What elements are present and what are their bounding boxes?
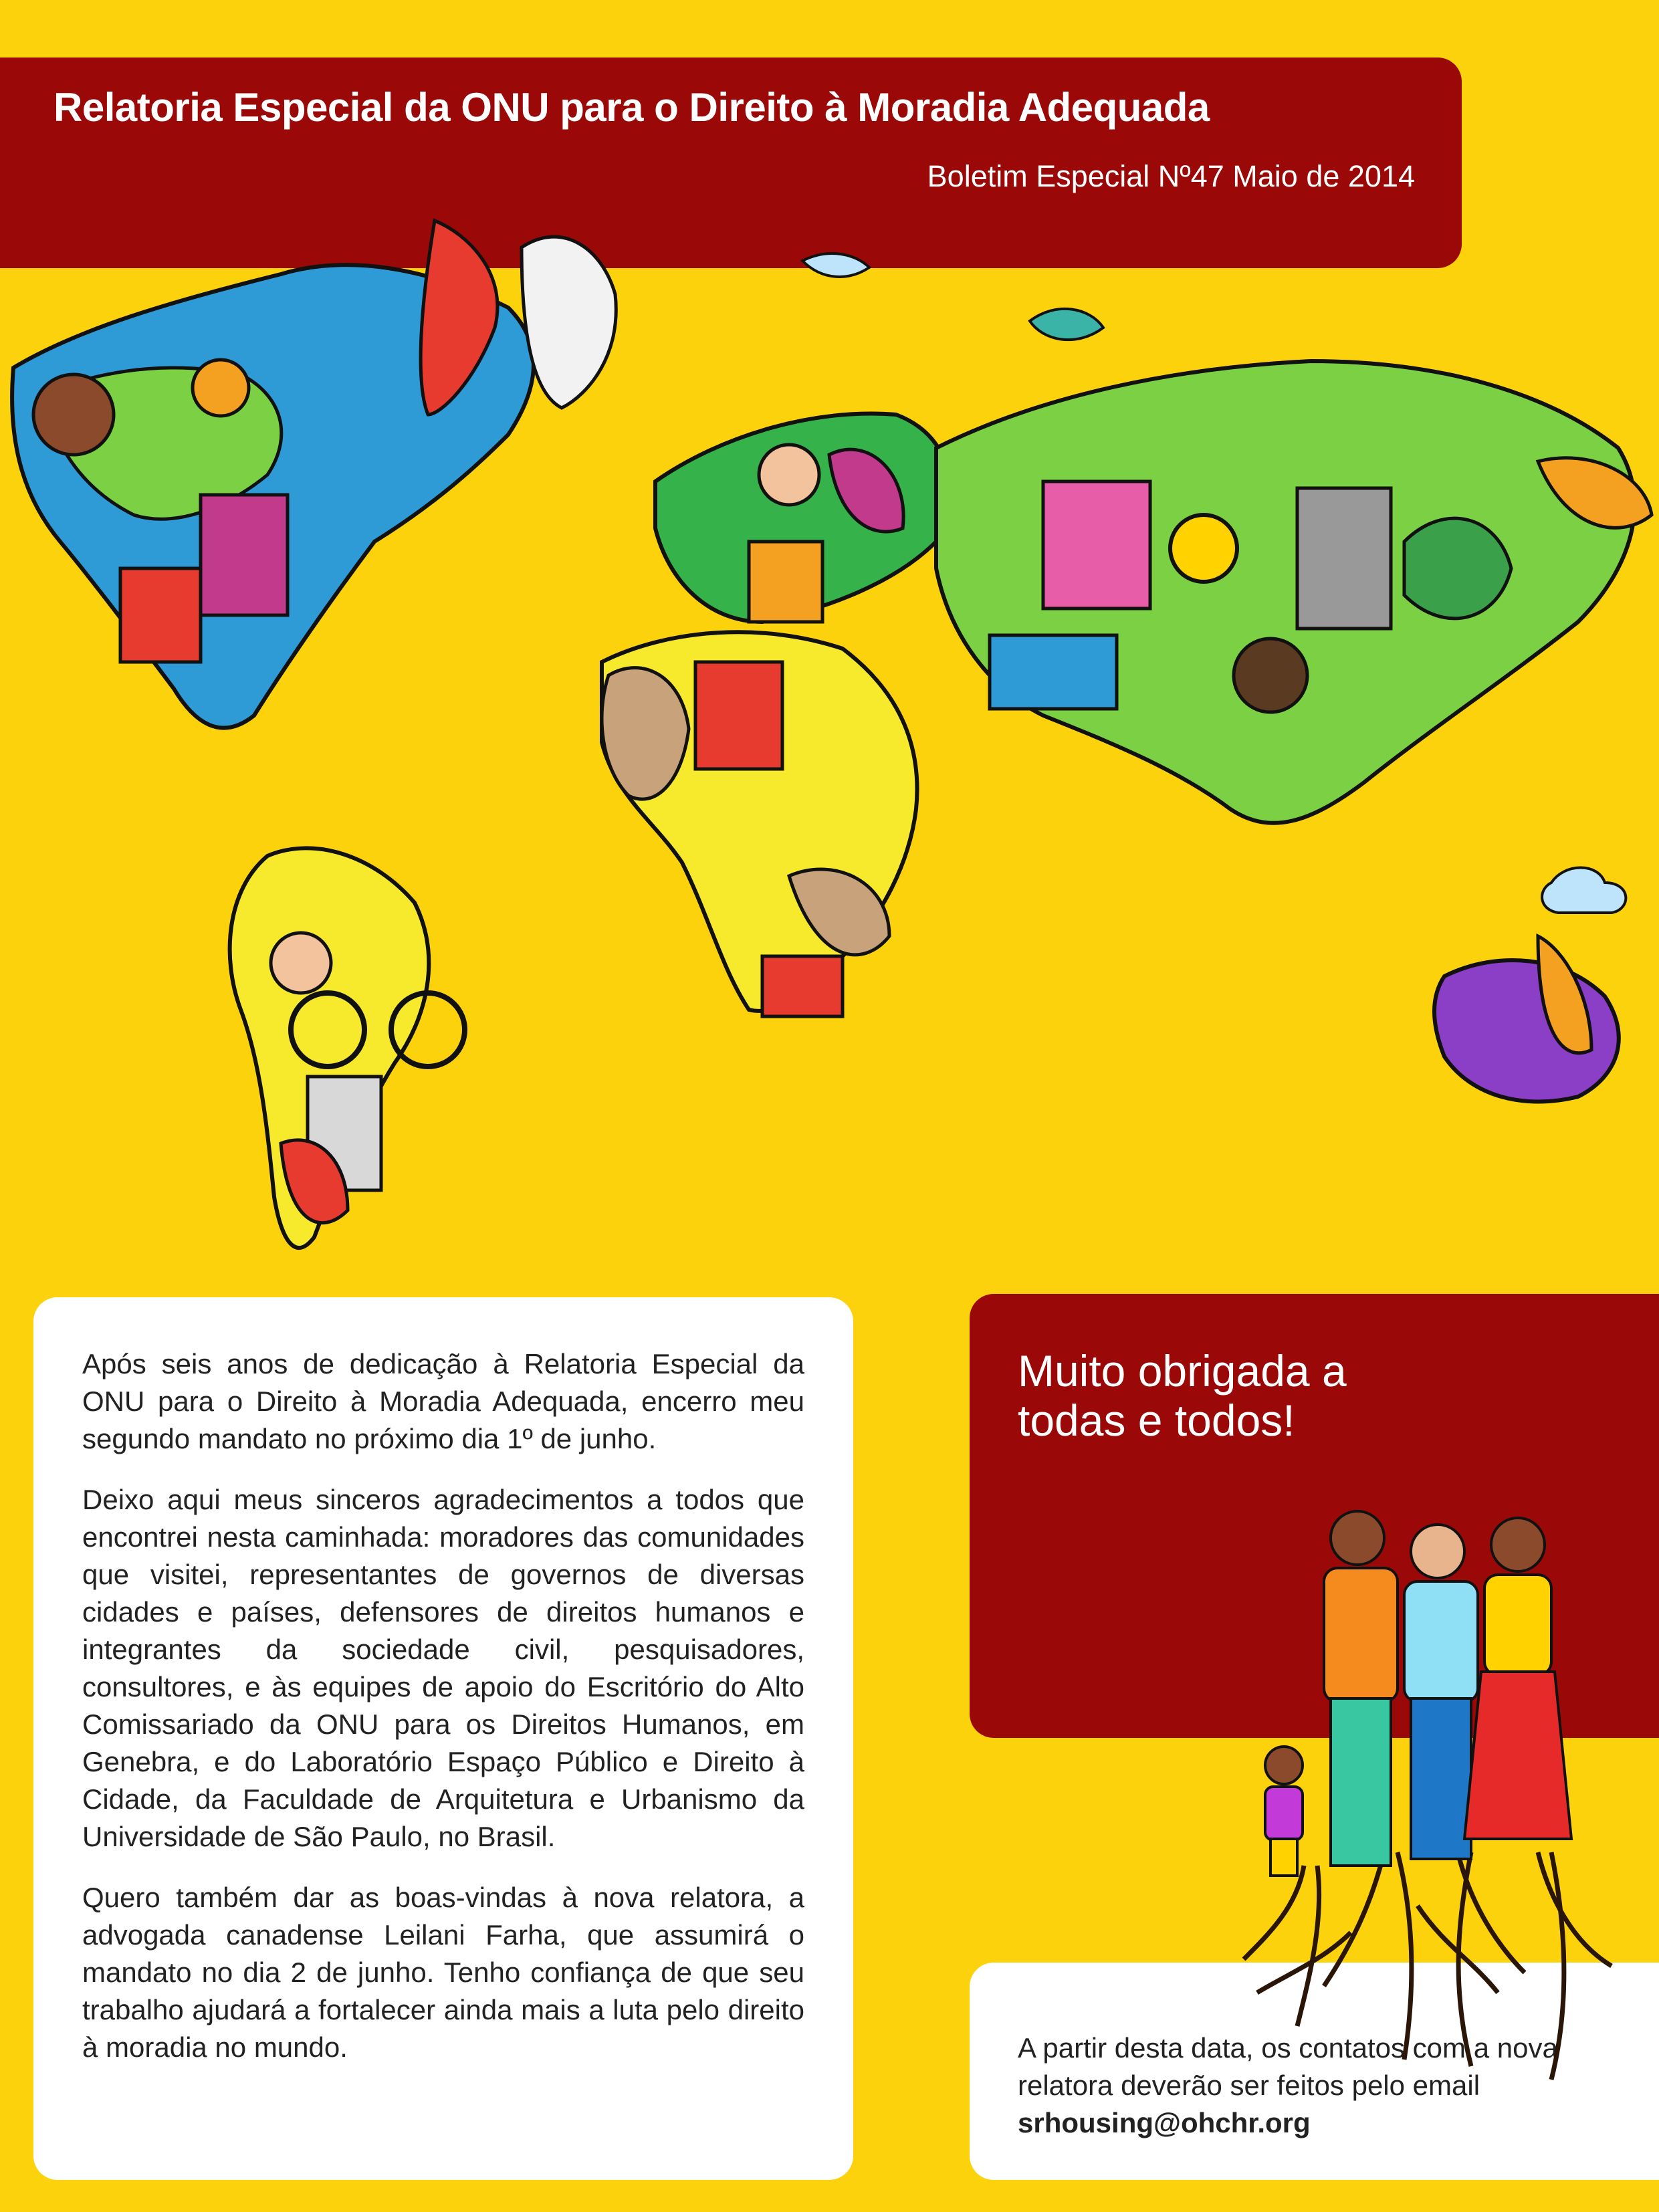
family-with-roots-illustration bbox=[1217, 1438, 1632, 2106]
letter-card bbox=[33, 1297, 853, 2180]
page-title: Relatoria Especial da ONU para o Direito à Moradia Adequada bbox=[53, 85, 1210, 130]
letter-paragraph: Deixo aqui meus sinceros agradecimentos a todos que encontrei nesta caminhada: moradores das comunidades que visitei, representantes de governos de diversas cidades e países, defensores de direitos humanos e integrantes da sociedade civil, pesquisadores, consultores, e às equipes de apoio do Escritório do Alto Comissariado da ONU para os Direitos Humanos, em Genebra, e do Laboratório Espaço Público e Direito à Cidade, da Faculdade de Arquitetura e Urbanismo da Universidade de São Paulo, no Brasil. bbox=[82, 1484, 804, 1852]
contact-email[interactable]: srhousing@ohchr.org bbox=[1018, 2107, 1311, 2138]
bulletin-subtitle: Boletim Especial Nº47 Maio de 2014 bbox=[927, 159, 1415, 193]
letter-paragraph: Após seis anos de dedicação à Relatoria Especial da ONU para o Direito à Moradia Adequada, encerro meu segundo mandato no próximo dia 1º de junho. bbox=[82, 1348, 804, 1454]
world-map-illustration bbox=[0, 194, 1659, 1277]
letter-paragraph: Quero também dar as boas-vindas à nova relatora, a advogada canadense Leilani Farha, que assumirá o mandato no dia 2 de junho. Tenho confiança de que seu trabalho ajudará a fortalecer ainda mais a luta pelo direito à moradia no mundo. bbox=[82, 1882, 804, 2063]
contact-description: A partir desta data, os contatos com a nova relatora deverão ser feitos pelo email bbox=[1018, 2032, 1558, 2101]
thanks-message: Muito obrigada a todas e todos! bbox=[1018, 1346, 1347, 1445]
letter-body bbox=[82, 1345, 804, 2090]
